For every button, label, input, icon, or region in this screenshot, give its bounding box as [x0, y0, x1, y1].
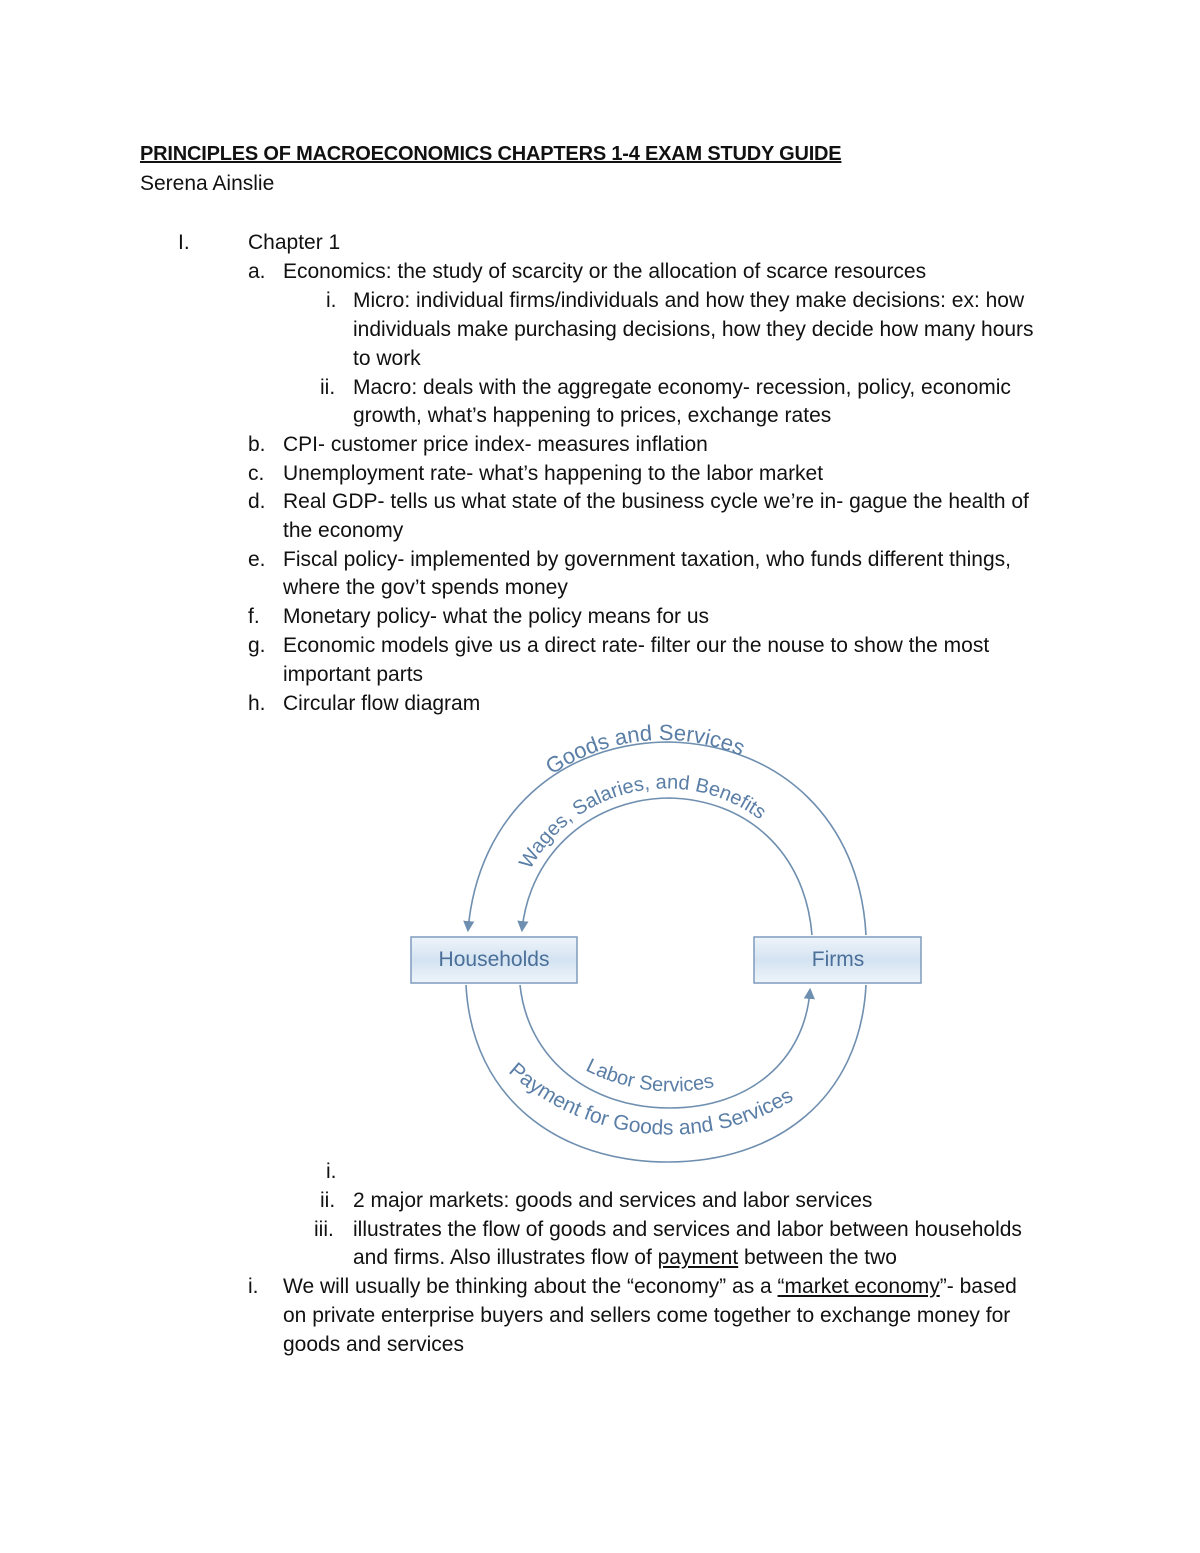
outline-item-e-line2: where the gov’t spends money: [283, 576, 568, 599]
firms-label: Firms: [811, 948, 865, 971]
outline-item-i-line2: on private enterprise buyers and sellers come together to exchange money for: [283, 1304, 1011, 1327]
outline-marker-e: e.: [248, 548, 266, 571]
wages-flow-arrow: [522, 798, 812, 935]
outline-item-a-ii-line2: growth, what’s happening to prices, exchange rates: [353, 404, 832, 427]
wages-label: Wages, Salaries, and Benefits: [515, 771, 771, 873]
circular-flow-diagram: [380, 720, 960, 1180]
h-iii-text-after: between the two: [738, 1246, 897, 1269]
document-author: Serena Ainslie: [140, 172, 275, 195]
underlined-payment: payment: [657, 1246, 739, 1269]
outline-item-g-line2: important parts: [283, 663, 424, 686]
i-text-before: We will usually be thinking about the “economy” as a: [283, 1275, 778, 1298]
households-label: Households: [438, 948, 550, 971]
outline-item-b: CPI- customer price index- measures inflation: [283, 433, 708, 456]
goods-services-label: Goods and Services: [541, 720, 749, 780]
outline-marker-h-iii: iii.: [314, 1218, 334, 1241]
outline-item-f: Monetary policy- what the policy means for us: [283, 605, 710, 628]
outline-marker-a-ii: ii.: [320, 376, 336, 399]
outline-marker-a-i: i.: [326, 289, 337, 312]
outline-item-h-iii-line1: illustrates the flow of goods and services and labor between households: [353, 1218, 1022, 1241]
outline-item-a: Economics: the study of scarcity or the allocation of scarce resources: [283, 260, 927, 283]
outline-item-d-line1: Real GDP- tells us what state of the business cycle we’re in- gague the health of: [283, 490, 1029, 513]
outline-item-d-line2: the economy: [283, 519, 404, 542]
outline-item-i-line3: goods and services: [283, 1333, 464, 1356]
outline-item-e-line1: Fiscal policy- implemented by government taxation, who funds different things,: [283, 548, 1011, 571]
chapter-heading: Chapter 1: [248, 231, 341, 254]
outline-marker-c: c.: [248, 462, 265, 485]
outline-item-g-line1: Economic models give us a direct rate- filter our the nouse to show the most: [283, 634, 990, 657]
i-text-after: ”- based: [939, 1275, 1017, 1298]
outline-marker-d: d.: [248, 490, 266, 513]
outline-item-h-ii: 2 major markets: goods and services and labor services: [353, 1189, 873, 1212]
outline-item-a-ii-line1: Macro: deals with the aggregate economy- recession, policy, economic: [353, 376, 1011, 399]
outline-marker-h-ii: ii.: [320, 1189, 336, 1212]
payment-label: Payment for Goods and Services: [504, 1058, 797, 1140]
outline-item-a-i-line2: individuals make purchasing decisions, how they decide how many hours: [353, 318, 1034, 341]
outline-item-h-iii-line2: [353, 1243, 897, 1272]
outline-item-c: Unemployment rate- what’s happening to the labor market: [283, 462, 824, 485]
outline-item-i-line1: [283, 1272, 1017, 1301]
outline-marker-f: f.: [248, 605, 260, 628]
outline-marker-I: I.: [178, 231, 190, 254]
outline-marker-b: b.: [248, 433, 266, 456]
underlined-market-economy: “market economy: [777, 1275, 940, 1298]
outline-marker-h: h.: [248, 692, 266, 715]
outline-item-a-i-line3: to work: [353, 347, 421, 370]
outline-marker-g: g.: [248, 634, 266, 657]
goods-services-flow-arrow: [468, 742, 866, 935]
outline-item-a-i-line1: Micro: individual firms/individuals and how they make decisions: ex: how: [353, 289, 1025, 312]
h-iii-text-before: and firms. Also illustrates flow of: [353, 1246, 658, 1269]
labor-services-label: Labor Services: [582, 1054, 716, 1097]
document-title: PRINCIPLES OF MACROECONOMICS CHAPTERS 1-4 EXAM STUDY GUIDE: [140, 143, 842, 165]
outline-marker-i: i.: [248, 1275, 259, 1298]
outline-item-h: Circular flow diagram: [283, 692, 481, 715]
outline-marker-h-i: i.: [326, 1160, 337, 1183]
outline-marker-a: a.: [248, 260, 266, 283]
